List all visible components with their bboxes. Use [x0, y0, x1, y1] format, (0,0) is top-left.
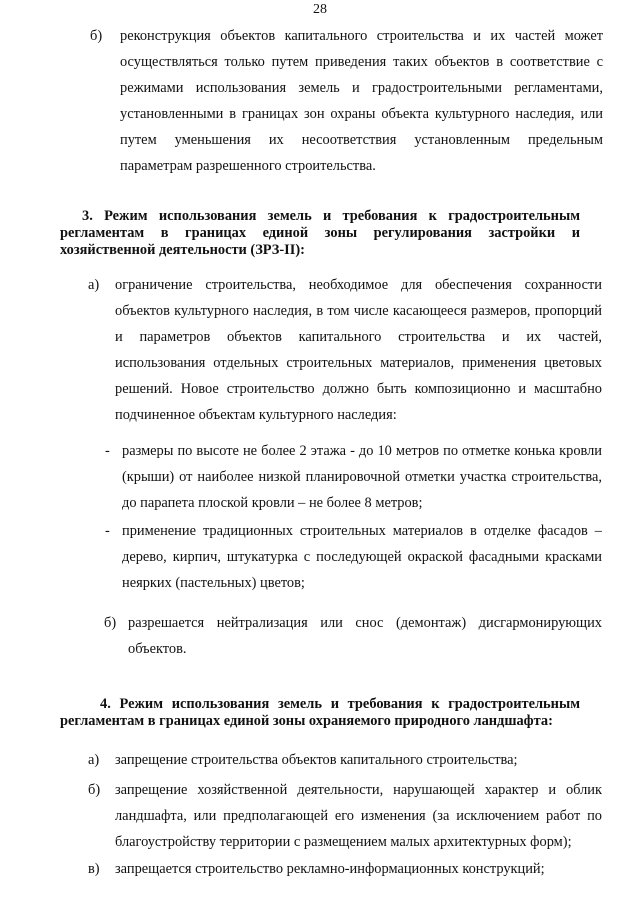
paragraph-text: применение традиционных строительных материалов в отделке фасадов – дерево, кирпич, штукатурка с последующей окраской фасадными красками неярких (пастельных) цветов; — [122, 523, 602, 591]
list-label: а) — [88, 277, 100, 293]
paragraph-text: запрещение хозяйственной деятельности, нарушающей характер и облик ландшафта, или предполагающей его изменения (за исключением работ по благоустройству территории с размещением малых архитектурных форм); — [115, 782, 602, 850]
list-label: а) — [88, 752, 100, 768]
list-label: б) — [104, 615, 117, 631]
dash-item-height — [122, 438, 602, 516]
paragraph-text: ограничение строительства, необходимое для обеспечения сохранности объектов культурного наследия, в том числе касающееся размеров, пропорций и параметров объектов капитального строительства и их частей, использования отдельных строительных материалов, применения цветовых решений. Новое строительство должно быть композиционно и масштабно подчиненное объектам культурного наследия: — [115, 277, 602, 423]
list-label: в) — [88, 861, 100, 877]
paragraph-text: запрещается строительство рекламно-информационных конструкций; — [115, 861, 545, 877]
section-3-heading: 3. Режим использования земель и требования к градостроительным регламентам в границах единой зоны регулирования застройки и хозяйственной деятельности (ЗРЗ-II): — [60, 208, 580, 258]
paragraph-text: разрешается нейтрализация или снос (демонтаж) дисгармонирующих объектов. — [128, 615, 602, 657]
paragraph-section4-a — [115, 747, 602, 773]
page-number: 28 — [313, 2, 327, 17]
paragraph-reconstruction — [120, 23, 603, 179]
paragraph-section3-a — [115, 272, 602, 428]
list-label: б) — [88, 782, 101, 798]
paragraph-text: запрещение строительства объектов капитального строительства; — [115, 752, 518, 768]
section-4-heading: 4. Режим использования земель и требования к градостроительным регламентам в границах единой зоны охраняемого природного ландшафта: — [60, 696, 580, 729]
paragraph-section4-v — [115, 856, 602, 882]
dash-bullet: - — [105, 443, 110, 459]
paragraph-text: реконструкция объектов капитального строительства и их частей может осуществляться только путем приведения таких объектов в соответствие с режимами использования земель и градостроительными регламентами, установленными в границах зон охраны объекта культурного наследия, или путем уменьшения их несоответствия установленным предельным параметрам разрешенного строительства. — [120, 28, 603, 174]
dash-item-materials — [122, 518, 602, 596]
paragraph-text: размеры по высоте не более 2 этажа - до 10 метров по отметке конька кровли (крыши) от наиболее низкой планировочной отметки участка строительства, до парапета плоской кровли – не более 8 метров; — [122, 443, 602, 511]
paragraph-section3-b — [128, 610, 602, 662]
dash-bullet: - — [105, 523, 110, 539]
paragraph-section4-b — [115, 777, 602, 855]
list-label: б) — [90, 28, 103, 44]
